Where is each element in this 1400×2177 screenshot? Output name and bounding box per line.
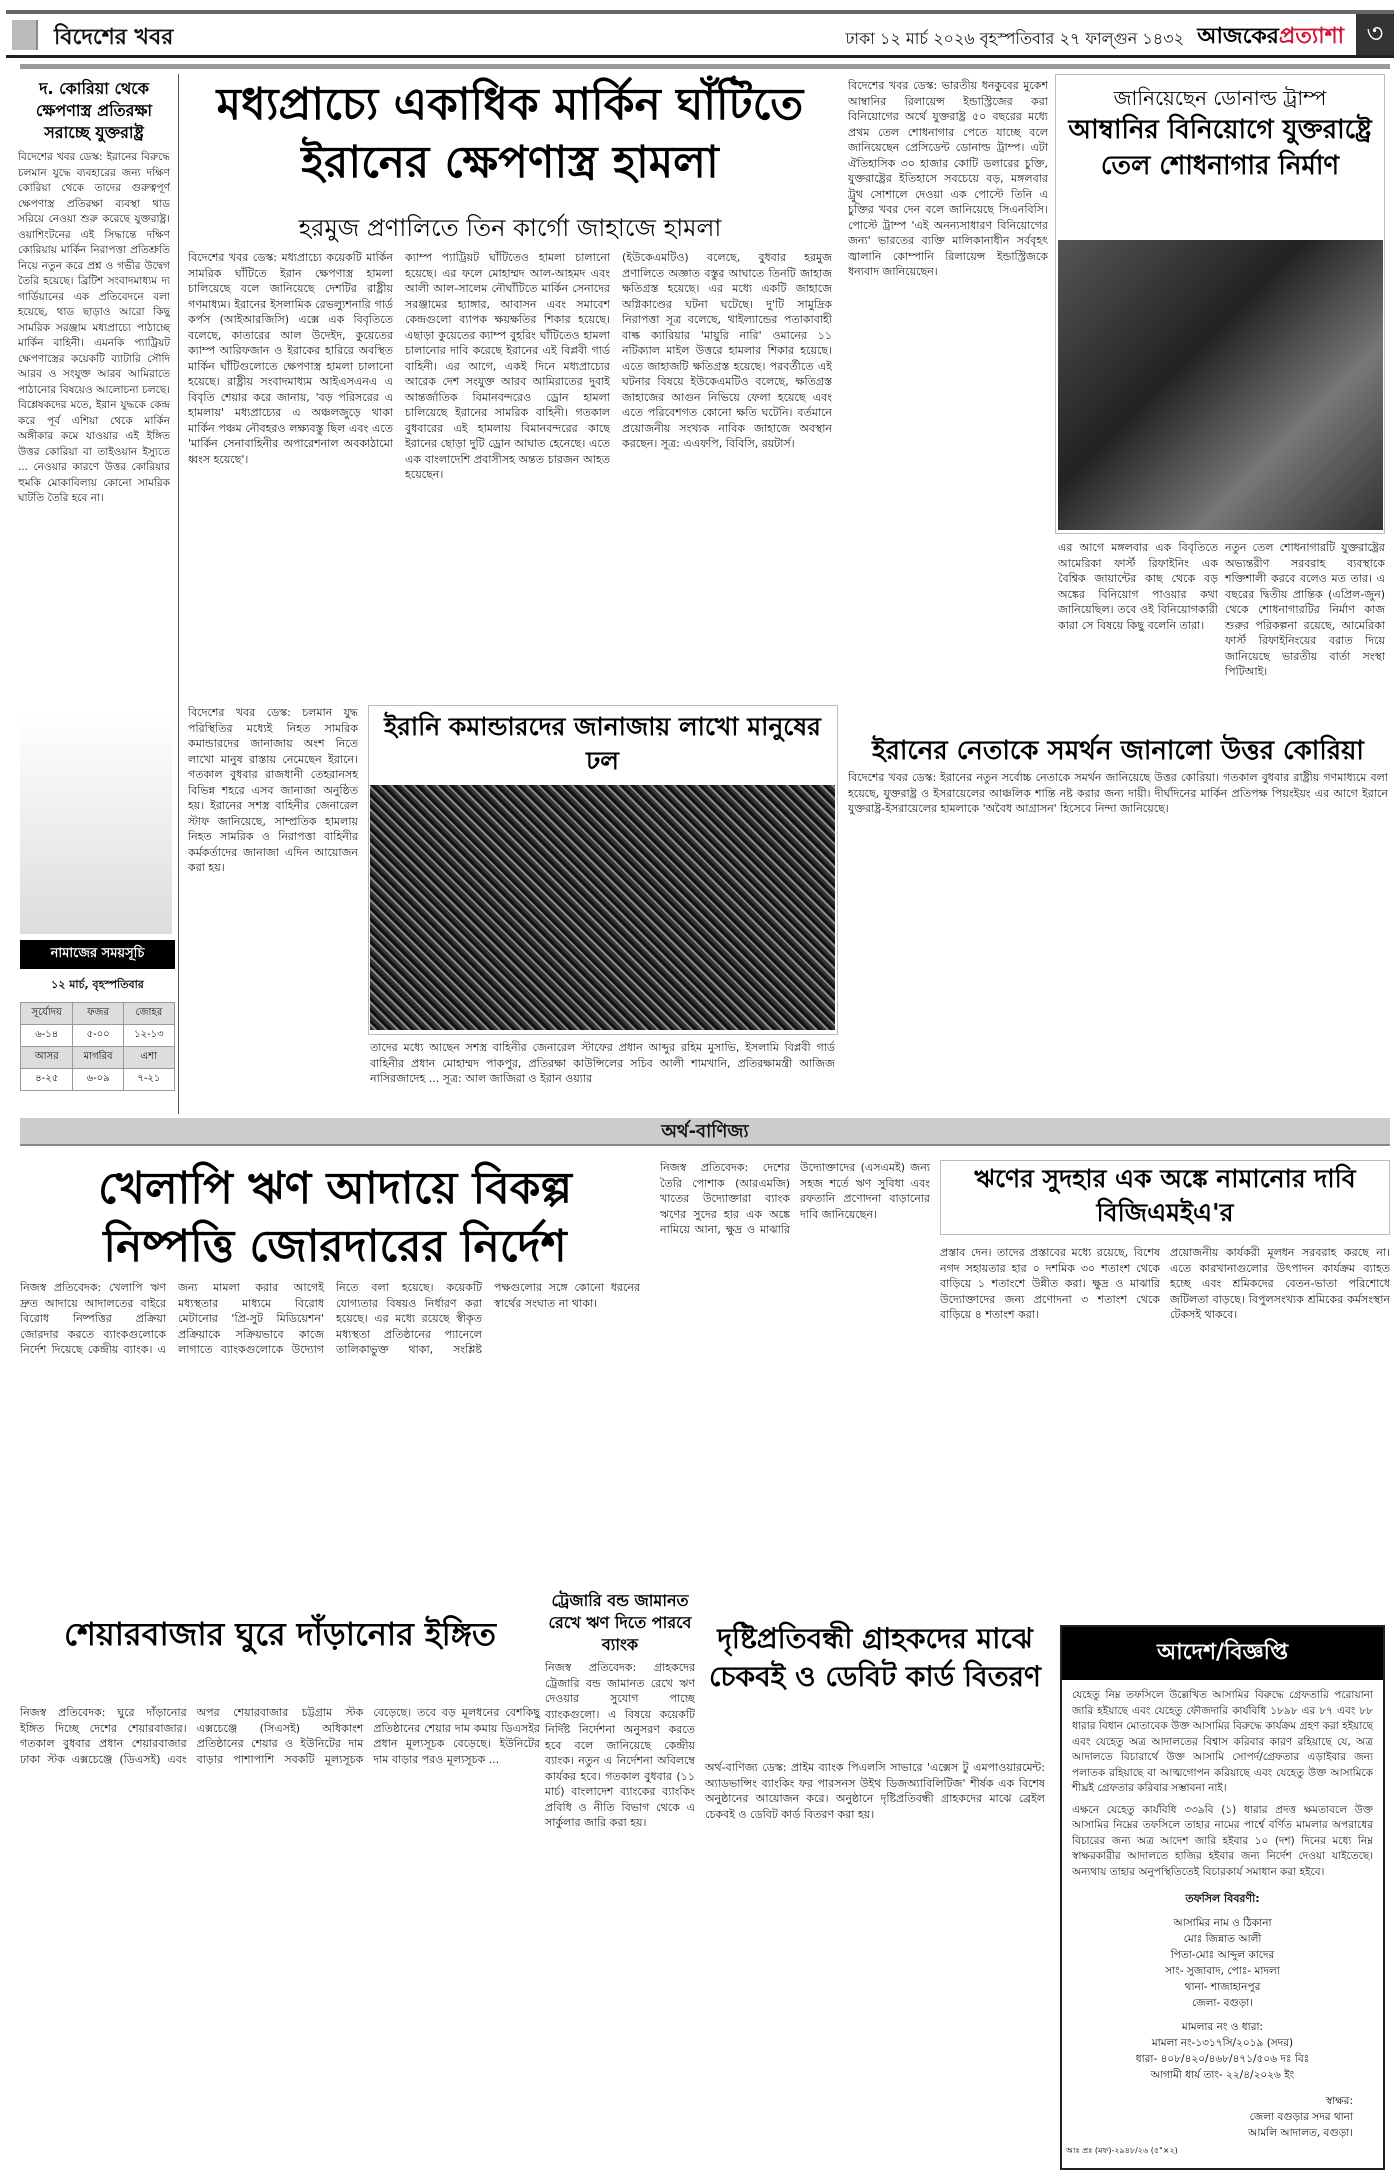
defaulter-headline-line2: নিষ্পত্তি জোরদারের নির্দেশ: [103, 1221, 567, 1272]
main-body-col3: (ইউকেএমটিও) বলেছে, বুধবার হরমুজ প্রণালিতে অজ্ঞাত বস্তুর আঘাতে তিনটি জাহাজ ক্ষতিগ্রস্ত হয়েছে। এর মধ্যে একটি জাহাজে অগ্নিকাণ্ডের ঘটনা ঘটেছে। দু'টি সামুদ্রিক নিরাপত্তা সূত্র বলেছে, থাইল্যান্ডের পতাকাবাহী বাল্ক ক্যারিয়ার 'মায়ুরি নারি' ওমানের ১১ নটিক্যাল মাইল উত্তরে হামলার শিকার হয়েছে। এতে জাহাজটি ক্ষতিগ্রস্ত হয়েছে। পরবর্তীতে এই ঘটনার বিষয়ে ইউকেএমটিও বলেছে, ক্ষতিগ্রস্ত জাহাজের আগুন নিভিয়ে ফেলা হয়েছে এবং এতে পরিবেশগত কোনো ক্ষতি ঘটেনি। বর্তমানে প্রয়োজনীয় সংখ্যক নাবিক জাহাজে অবস্থান করছেন। সূত্র: এএফপি, বিবিসি, রয়টার্স।: [622, 251, 832, 450]
sign-line: স্বাক্ষর:: [1325, 2095, 1353, 2107]
funeral-body: বিদেশের খবর ডেস্ক: চলমান যুদ্ধ পরিস্থিতির মধ্যেই নিহত সামরিক কমান্ডারদের জানাজায় অংশ নিতে লাখো মানুষ রাস্তায় নেমেছেন ইরানে। গতকাল বুধবার রাজধানী তেহরানসহ বিভিন্ন শহরে এসব জানাজা অনুষ্ঠিত হয়। ইরানের সশস্ত্র বাহিনীর জেনারেল স্টাফ জানিয়েছে, সাম্প্রতিক হামলায় নিহত সামরিক ও নিরাপত্তা বাহিনীর কর্মকর্তাদের জানাজা এদিন আয়োজন করা হয়।: [188, 706, 358, 874]
prayer-label: ফজর: [73, 1003, 123, 1025]
page-number: ৩: [1356, 14, 1394, 55]
prayer-label: আসর: [21, 1047, 73, 1069]
accused-line: মোঃ জিন্নাত আলী: [1183, 1933, 1262, 1945]
notice-code: আঃ প্রঃ (মফ)-২৯৪৮/২৬ (৫"×২): [1066, 2146, 1178, 2155]
prayer-date: ১২ মার্চ, বৃহস্পতিবার: [24, 973, 171, 998]
logo-main: প্রত্যাশা: [1278, 24, 1344, 49]
trump-photo: [1058, 240, 1383, 530]
treasury-headline: ট্রেজারি বন্ড জামানত রেখে ঋণ দিতে পারবে ব্যাংক: [548, 1591, 692, 1654]
table-row: [21, 1025, 175, 1047]
ambani-kicker: জানিয়েছেন ডোনাল্ড ট্রাম্প: [1113, 86, 1327, 110]
section-band-business: অর্থ-বাণিজ্য: [20, 1118, 1390, 1146]
prayer-time: ১২-১৩: [123, 1025, 174, 1047]
blind-body: অর্থ-বাণিজ্য ডেস্ক: প্রাইম ব্যাংক পিএলসি সাভারে 'এক্সেস টু এমপাওয়ারমেন্ট: অ্যাডভান্সিং ব্যাংকিং ফর পারসনস উইথ ডিজঅ্যাবিলিটিজ' শীর্ষক এক বিশেষ অনুষ্ঠানের আয়োজন করে। অনুষ্ঠানে দৃষ্টিপ্রতিবন্ধী গ্রাহকদের মাঝে ব্রেইল চেকবই ও ডেবিট কার্ড বিতরণ করা হয়।: [705, 1761, 1045, 1821]
prayer-label: সূর্যোদয়: [21, 1003, 73, 1025]
defaulter-body: নিজস্ব প্রতিবেদক: খেলাপি ঋণ দ্রুত আদায়ে আদালতের বাইরে বিরোধ নিষ্পত্তির প্রক্রিয়া জোরদার করতে ব্যাংকগুলোকে নির্দেশ দিয়েছে কেন্দ্রীয় ব্যাংক। এ জন্য মামলা করার আগেই মধ্যস্থতার মাধ্যমে বিরোধ মেটানোর 'প্রি-সুট মিডিয়েশন' প্রক্রিয়াকে সক্রিয়ভাবে কাজে লাগাতে ব্যাংকগুলোকে উদ্যোগ নিতে বলা হয়েছে। কয়েকটি যোগ্যতার বিষয়ও নির্ধারণ করা হয়েছে। এর মধ্যে রয়েছে স্বীকৃত মধ্যস্থতা প্রতিষ্ঠানের প্যানেলে তালিকাভুক্ত থাকা, সংশ্লিষ্ট পক্ষগুলোর সঙ্গে কোনো ধরনের স্বার্থের সংঘাত না থাকা।: [20, 1281, 640, 1356]
case-details: [1062, 2019, 1383, 2083]
nkorea-body: বিদেশের খবর ডেস্ক: ইরানের নতুন সর্বোচ্চ নেতাকে সমর্থন জানিয়েছে উত্তর কোরিয়া। গতকাল বুধবার রাষ্ট্রীয় গণমাধ্যমে বলা হয়েছে, যুক্তরাষ্ট্র ও ইসরায়েলের আঞ্চলিক শান্তি নষ্ট করার জন্য দায়ী। দীর্ঘদিনের মার্কিন প্রতিপক্ষ পিয়ংইয়ং এর আগে ইরানে যুক্তরাষ্ট্র-ইসরায়েলের হামলাকে 'অবৈধ আগ্রাসন' হিসেবে নিন্দা জানিয়েছে।: [848, 771, 1388, 815]
prayer-times-box: [20, 940, 175, 1091]
main-subheadline: হরমুজ প্রণালিতে তিন কার্গো জাহাজে হামলা: [298, 214, 722, 242]
ambani-body-col3: নতুন তেল শোধনাগারটি যুক্তরাষ্ট্রের অভ্যন্তরীণ সরবরাহ ব্যবস্থাকে শক্তিশালী করবে বলেও মত তার। এ বছরের দ্বিতীয় প্রান্তিক (এপ্রিল-জুন) থেকে শোধনাগারটির নির্মাণ কাজ শুরুর পরিকল্পনা রয়েছে, আমেরিকা ফার্স্ট রিফাইনিংয়ের বরাত দিয়ে জানিয়েছে ভারতীয় বার্তা সংস্থা পিটিআই।: [1225, 541, 1385, 678]
schedule-title: তফসিল বিবরণী:: [1185, 1892, 1260, 1905]
interest-headline: ঋণের সুদহার এক অঙ্কে নামানোর দাবি বিজিএমইএ'র: [974, 1164, 1356, 1227]
prayer-label: এশা: [123, 1047, 174, 1069]
share-headline: শেয়ারবাজার ঘুরে দাঁড়ানোর ইঙ্গিত: [64, 1615, 496, 1653]
issue-date: ঢাকা ১২ মার্চ ২০২৬ বৃহস্পতিবার ২৭ ফাল্গুন ১৪৩২: [845, 29, 1184, 48]
page-header: [6, 10, 1394, 58]
prayer-table: [20, 1002, 175, 1091]
blind-headline: দৃষ্টিপ্রতিবন্ধী গ্রাহকদের মাঝে চেকবই ও ডেবিট কার্ড বিতরণ: [709, 1622, 1041, 1693]
share-body: নিজস্ব প্রতিবেদক: ঘুরে দাঁড়ানোর ইঙ্গিত দিচ্ছে দেশের শেয়ারবাজার। গতকাল বুধবার প্রধান শেয়ারবাজার ঢাকা স্টক এক্সচেঞ্জে (ডিএসই) এবং অপর শেয়ারবাজার চট্টগ্রাম স্টক এক্সচেঞ্জে (সিএসই) অধিকাংশ প্রতিষ্ঠানের শেয়ার ও ইউনিটের দাম বাড়ার পাশাপাশি সবকটি মূল্যসূচক বেড়েছে। তবে বড় মূলধনের বেশকিছু প্রতিষ্ঠানের শেয়ার দাম কমায় ডিএসইর প্রধান মূল্যসূচক বেড়েছে। ইউনিটের দাম বাড়ার পরও মূল্যসূচক ...: [20, 1706, 540, 1766]
funeral-body-cont: তাদের মধ্যে আছেন সশস্ত্র বাহিনীর জেনারেল স্টাফের প্রধান আব্দুর রহিম মুসাভি, ইসলামি বিপ্লবী গার্ড বাহিনীর প্রধান মোহাম্মদ পাকপুর, প্রতিরক্ষা কাউন্সিলের সচিব আলী শামখানি, প্রতিরক্ষামন্ত্রী আজিজ নাসিরজাদেহ ... সূত্র: আল জাজিরা ও ইরান ওয়্যার: [370, 1041, 835, 1085]
case-line: মামলার নং ও ধারা:: [1181, 2021, 1264, 2033]
funeral-headline: ইরানি কমান্ডারদের জানাজায় লাখো মানুষের ঢল: [384, 712, 821, 775]
case-line: মামলা নং-১৩১৭সি/২০১৯ (সদর): [1151, 2037, 1294, 2049]
prayer-label: মাগরিব: [73, 1047, 123, 1069]
notice-para1: যেহেতু নিম্ন তফসিলে উল্লেখিত আসামির বিরুদ্ধে গ্রেফতারি পরোয়ানা জারি হইয়াছে এবং যেহেতু ফৌজদারি কার্যবিধি ১৮৯৮ এর ৮৭ এবং ৮৮ ধারার বিধান মোতাবেক উক্ত আসামির বিরুদ্ধে কার্যক্রম গ্রহণ করা হইয়াছে এবং যেহেতু অত্র আদালতের বিশ্বাস করিবার কারণ রহিয়াছে যে, অত্র আদালতে বিচারার্থে উক্ত আসামি সোপর্দ/গ্রেফতার এড়াইবার জন্য পলাতক রহিয়াছে বা আত্মগোপন করিয়াছে এবং যেহেতু উক্ত আসামিকে শীঘ্রই গ্রেফতার করিবার সম্ভাবনা নাই।: [1072, 1689, 1373, 1794]
sign-line: জেলা বগুড়ার সদর থানা: [1249, 2111, 1353, 2123]
column-divider: [178, 74, 179, 1114]
newspaper-logo: [1197, 19, 1344, 56]
main-body-col1: বিদেশের খবর ডেস্ক: মধ্যপ্রাচ্যে কয়েকটি মার্কিন সামরিক ঘাঁটিতে ইরান ক্ষেপণাস্ত্র হামলা চালিয়েছে বলে জানিয়েছে দেশটির রাষ্ট্রীয় গণমাধ্যম। ইরানের ইসলামিক রেভল্যুশনারি গার্ড কর্পস (আইআরজিসি) এক্সে এক বিবৃতিতে বলেছে, কাতারের আল উদেইদ, কুয়েতের ক্যাম্প আরিফজান ও ইরাকের হারিরে অবস্থিত মার্কিন ঘাঁটিগুলোতে ক্ষেপণাস্ত্র হামলা চালানো হয়েছে। রাষ্ট্রীয় সংবাদমাধ্যম আইএসএনএ এ বিবৃতি শেয়ার করে জানায়, 'বড় পরিসরের এ হামলায়' মধ্যপ্রাচ্যের এ অঞ্চলজুড়ে থাকা মার্কিন পঞ্চম নৌবহরও লক্ষ্যবস্তু ছিল এবং এতে 'মার্কিন সেনাবাহিনীর অপারেশনাল অবকাঠামো ধ্বংস হয়েছে'।: [188, 251, 393, 466]
table-row: [21, 1003, 175, 1025]
prayer-time: ৫-০০: [73, 1025, 123, 1047]
section-tab-marker: [12, 20, 38, 50]
defaulter-headline-line1: খেলাপি ঋণ আদায়ে বিকল্প: [98, 1163, 572, 1214]
korea-body: বিদেশের খবর ডেস্ক: ইরানের বিরুদ্ধে চলমান যুদ্ধে ব্যবহারের জন্য দক্ষিণ কোরিয়া থেকে তাদের গুরুত্বপূর্ণ ক্ষেপণাস্ত্র প্রতিরক্ষা ব্যবস্থা থাড সরিয়ে নেওয়া শুরু করেছে যুক্তরাষ্ট্র। ওয়াশিংটনের এই সিদ্ধান্তে দক্ষিণ কোরিয়ায় মার্কিন নিরাপত্তা প্রতিশ্রুতি নিয়ে নতুন করে প্রশ্ন ও গভীর উদ্বেগ তৈরি হয়েছে। ব্রিটিশ সংবাদমাধ্যম দ্য গার্ডিয়ানের এক প্রতিবেদনে বলা হয়েছে, থাড ছাড়াও আরো কিছু সামরিক সরঞ্জাম মধ্যপ্রাচ্যে পাঠাচ্ছে মার্কিন বাহিনী। এমনকি প্যাট্রিয়ট ক্ষেপণাস্ত্রের কয়েকটি ব্যাটারি সৌদি আরব ও সংযুক্ত আরব আমিরাতে পাঠানোর বিষয়েও আলোচনা চলছে। বিশ্লেষকদের মতে, ইরান যুদ্ধকে কেন্দ্র করে পূর্ব এশিয়া থেকে মার্কিন অঙ্গীকার কমে যাওয়ার এই ইঙ্গিত উত্তর কোরিয়া বা তাইওয়ান ইস্যুতে ... নেওয়ার কারণে উত্তর কোরিয়ার হুমকি মোকাবিলায় কোনো সামরিক ঘাটতি তৈরি হবে না।: [18, 151, 170, 504]
main-headline-line1: মধ্যপ্রাচ্যে একাধিক মার্কিন ঘাঁটিতে: [216, 79, 804, 130]
accused-line: পিতা-মোঃ আব্দুল কাদের: [1170, 1949, 1275, 1961]
treasury-body: নিজস্ব প্রতিবেদক: গ্রাহকদের ট্রেজারি বন্ড জামানত রেখে ঋণ দেওয়ার সুযোগ পাচ্ছে ব্যাংকগুলো। এ বিষয়ে কয়েকটি নির্দিষ্ট নির্দেশনা অনুসরণ করতে হবে বলে জানিয়েছে কেন্দ্রীয় ব্যাংক। নতুন এ নির্দেশনা অবিলম্বে কার্যকর হবে। গতকাল বুধবার (১১ মার্চ) বাংলাদেশ ব্যাংকের ব্যাংকিং প্রবিধি ও নীতি বিভাগ থেকে এ সার্কুলার জারি করা হয়।: [545, 1661, 695, 1829]
prayer-time: ৬-০৯: [73, 1069, 123, 1091]
signature-block: [1062, 2093, 1383, 2141]
prayer-time: ৬-১৪: [21, 1025, 73, 1047]
case-line: ধারা- ৪০৮/৪২০/৪৬৮/৪৭১/৫০৬ দঃ বিঃ: [1135, 2053, 1310, 2065]
prayer-label: জোহর: [123, 1003, 174, 1025]
sign-line: আমলি আদালত, বগুড়া।: [1248, 2127, 1353, 2139]
main-body-col2: ক্যাম্প প্যাট্রিয়ট ঘাঁটিতেও হামলা চালানো হয়েছে। এর ফলে মোহাম্মদ আল-আহমদ এবং আলী আল-সালেম নৌঘাঁটিতে মার্কিন সেনাদের সরঞ্জামের হ্যাঙ্গার, আবাসন এবং সমাবেশ কেন্দ্রগুলো ব্যাপক ক্ষয়ক্ষতির শিকার হয়েছে। এছাড়া কুয়েতের ক্যাম্প বুহরিং ঘাঁটিতেও হামলা চালানোর দাবি করেছে ইরানের এই বিপ্লবী গার্ড বাহিনী। এর আগে, একই দিনে মধ্যপ্রাচ্যের আরেক দেশ সংযুক্ত আরব আমিরাতের দুবাই আন্তর্জাতিক বিমানবন্দরেও ড্রোন হামলা চালিয়েছে ইরানের সামরিক বাহিনী। গতকাল বুধবারের এই হামলায় বিমানবন্দরের কাছে ইরানের ছোড়া দুটি ড্রোন আঘাত হেনেছে। এতে এক বাংলাদেশি প্রবাসীসহ অন্তত চারজন আহত হয়েছেন।: [405, 251, 610, 481]
prayer-title: নামাজের সময়সূচি: [20, 940, 175, 969]
case-line: আগামী ধার্য তাং- ২২/৪/২০২৬ ইং: [1150, 2069, 1295, 2081]
accused-details: [1062, 1915, 1383, 2011]
prayer-time: ৪-২৫: [21, 1069, 73, 1091]
table-row: [21, 1069, 175, 1091]
main-headline-line2: ইরানের ক্ষেপণাস্ত্র হামলা: [301, 137, 719, 188]
court-notice: [1060, 1625, 1385, 2170]
accused-line: সাং- সুজাবাদ, পোঃ- মাদলা: [1165, 1965, 1280, 1977]
notice-para2: এক্ষনে যেহেতু কার্যবিধি ৩৩৯বি (১) ধারার প্রদত্ত ক্ষমতাবলে উক্ত আসামির নিম্নের তফসিলে তাহার নামের পার্শ্বে বর্ণিত মামলার অপরাধের বিচারের জন্য অত্র আদেশ জারি হইবার ১০ (দশ) দিনের মধ্যে নিম্ন স্বাক্ষরকারীর আদালতে হাজির হইবার জন্য নির্দেশ দেওয়া যাইতেছে। অন্যথায় তাহার অনুপস্থিতিতেই বিচারকার্য সমাধান করা হইবে।: [1072, 1803, 1373, 1878]
ambani-body-col1: বিদেশের খবর ডেস্ক: ভারতীয় ধনকুবের মুকেশ আম্বানির রিলায়েন্স ইন্ডাস্ট্রিজের করা বিনিয়োগের অর্থে যুক্তরাষ্ট্র ৫০ বছরের মধ্যে প্রথম তেল শোধনাগার পেতে যাচ্ছে বলে জানিয়েছেন প্রেসিডেন্ট ডোনাল্ড ট্রাম্প। এটা ঐতিহাসিক ৩০ হাজার কোটি ডলারের চুক্তি, যুক্তরাষ্ট্রের ইতিহাসে সবচেয়ে বড়, মঙ্গলবার ট্রুথ সোশালে দেওয়া এক পোস্টে তিনি এ চুক্তির খবর দেন বলে জানিয়েছে সিএনবিসি। পোস্টে ট্রাম্প 'এই অনন্যসাধারণ বিনিয়োগের জন্য' ভারতের ব্যক্তি মালিকানাধীন সর্ববৃহৎ জ্বালানি কোম্পানি রিলায়েন্স ইন্ডাস্ট্রিজকে ধন্যবাদ জানিয়েছেন।: [848, 79, 1048, 278]
ambani-body-col2: এর আগে মঙ্গলবার এক বিবৃতিতে আমেরিকা ফার্স্ট রিফাইনিং এক বৈশ্বিক জায়ান্টের কাছ থেকে বড় অঙ্কের বিনিয়োগ পাওয়ার কথা জানিয়েছিল। তবে ওই বিনিয়োগকারী কারা সে বিষয়ে কিছু বলেনি তারা।: [1058, 541, 1218, 632]
interest-intro: নিজস্ব প্রতিবেদক: দেশের তৈরি পোশাক (আরএমজি) খাতের উদ্যোক্তারা ব্যাংক ঋণের সুদের হার এক অঙ্কে নামিয়ে আনা, ক্ষুদ্র ও মাঝারি উদ্যোক্তাদের (এসএমই) জন্য সহজ শর্তে ঋণ সুবিধা এবং রফতানি প্রণোদনা বাড়ানোর দাবি জানিয়েছেন।: [660, 1161, 930, 1236]
mosque-image: [20, 712, 172, 934]
nkorea-headline: ইরানের নেতাকে সমর্থন জানালো উত্তর কোরিয়া: [872, 736, 1364, 766]
accused-line: থানা- শাজাহানপুর: [1184, 1981, 1261, 1993]
korea-headline: দ. কোরিয়া থেকে ক্ষেপণাস্ত্র প্রতিরক্ষা সরাচ্ছে যুক্তরাষ্ট্র: [35, 79, 153, 142]
notice-title: আদেশ/বিজ্ঞপ্তি: [1062, 1627, 1383, 1680]
ambani-headline: আম্বানির বিনিয়োগে যুক্তরাষ্ট্রে তেল শোধনাগার নির্মাণ: [1068, 115, 1372, 181]
header-rule: [20, 64, 1390, 69]
accused-line: আসামির নাম ও ঠিকানা: [1173, 1917, 1272, 1929]
interest-body-col1: প্রস্তাব দেন। তাদের প্রস্তাবের মধ্যে রয়েছে, বিশেষ নগদ সহায়তার হার ০ দশমিক ৩০ শতাংশ থেকে বাড়িয়ে ১ শতাংশে উন্নীত করা। ক্ষুদ্র ও মাঝারি উদ্যোক্তাদের জন্য প্রণোদনা ৩ শতাংশ থেকে বাড়িয়ে ৪ শতাংশ করা।: [940, 1246, 1160, 1321]
interest-body-col2: প্রয়োজনীয় কার্যকরী মূলধন সরবরাহ করছে না। এতে কারখানাগুলোর উৎপাদন কার্যক্রম ব্যাহত হচ্ছে এবং শ্রমিকদের বেতন-ভাতা পরিশোধে জটিলতা বাড়ছে। বিপুলসংখ্যক শ্রমিকের কর্মসংস্থান টেকসই থাকবে।: [1170, 1246, 1390, 1321]
prayer-time: ৭-২১: [123, 1069, 174, 1091]
table-row: [21, 1047, 175, 1069]
section-title: বিদেশের খবর: [54, 25, 174, 50]
funeral-crowd-photo: [370, 785, 835, 1030]
accused-line: জেলা- বগুড়া।: [1191, 1997, 1254, 2009]
logo-prefix: আজকের: [1197, 24, 1279, 49]
